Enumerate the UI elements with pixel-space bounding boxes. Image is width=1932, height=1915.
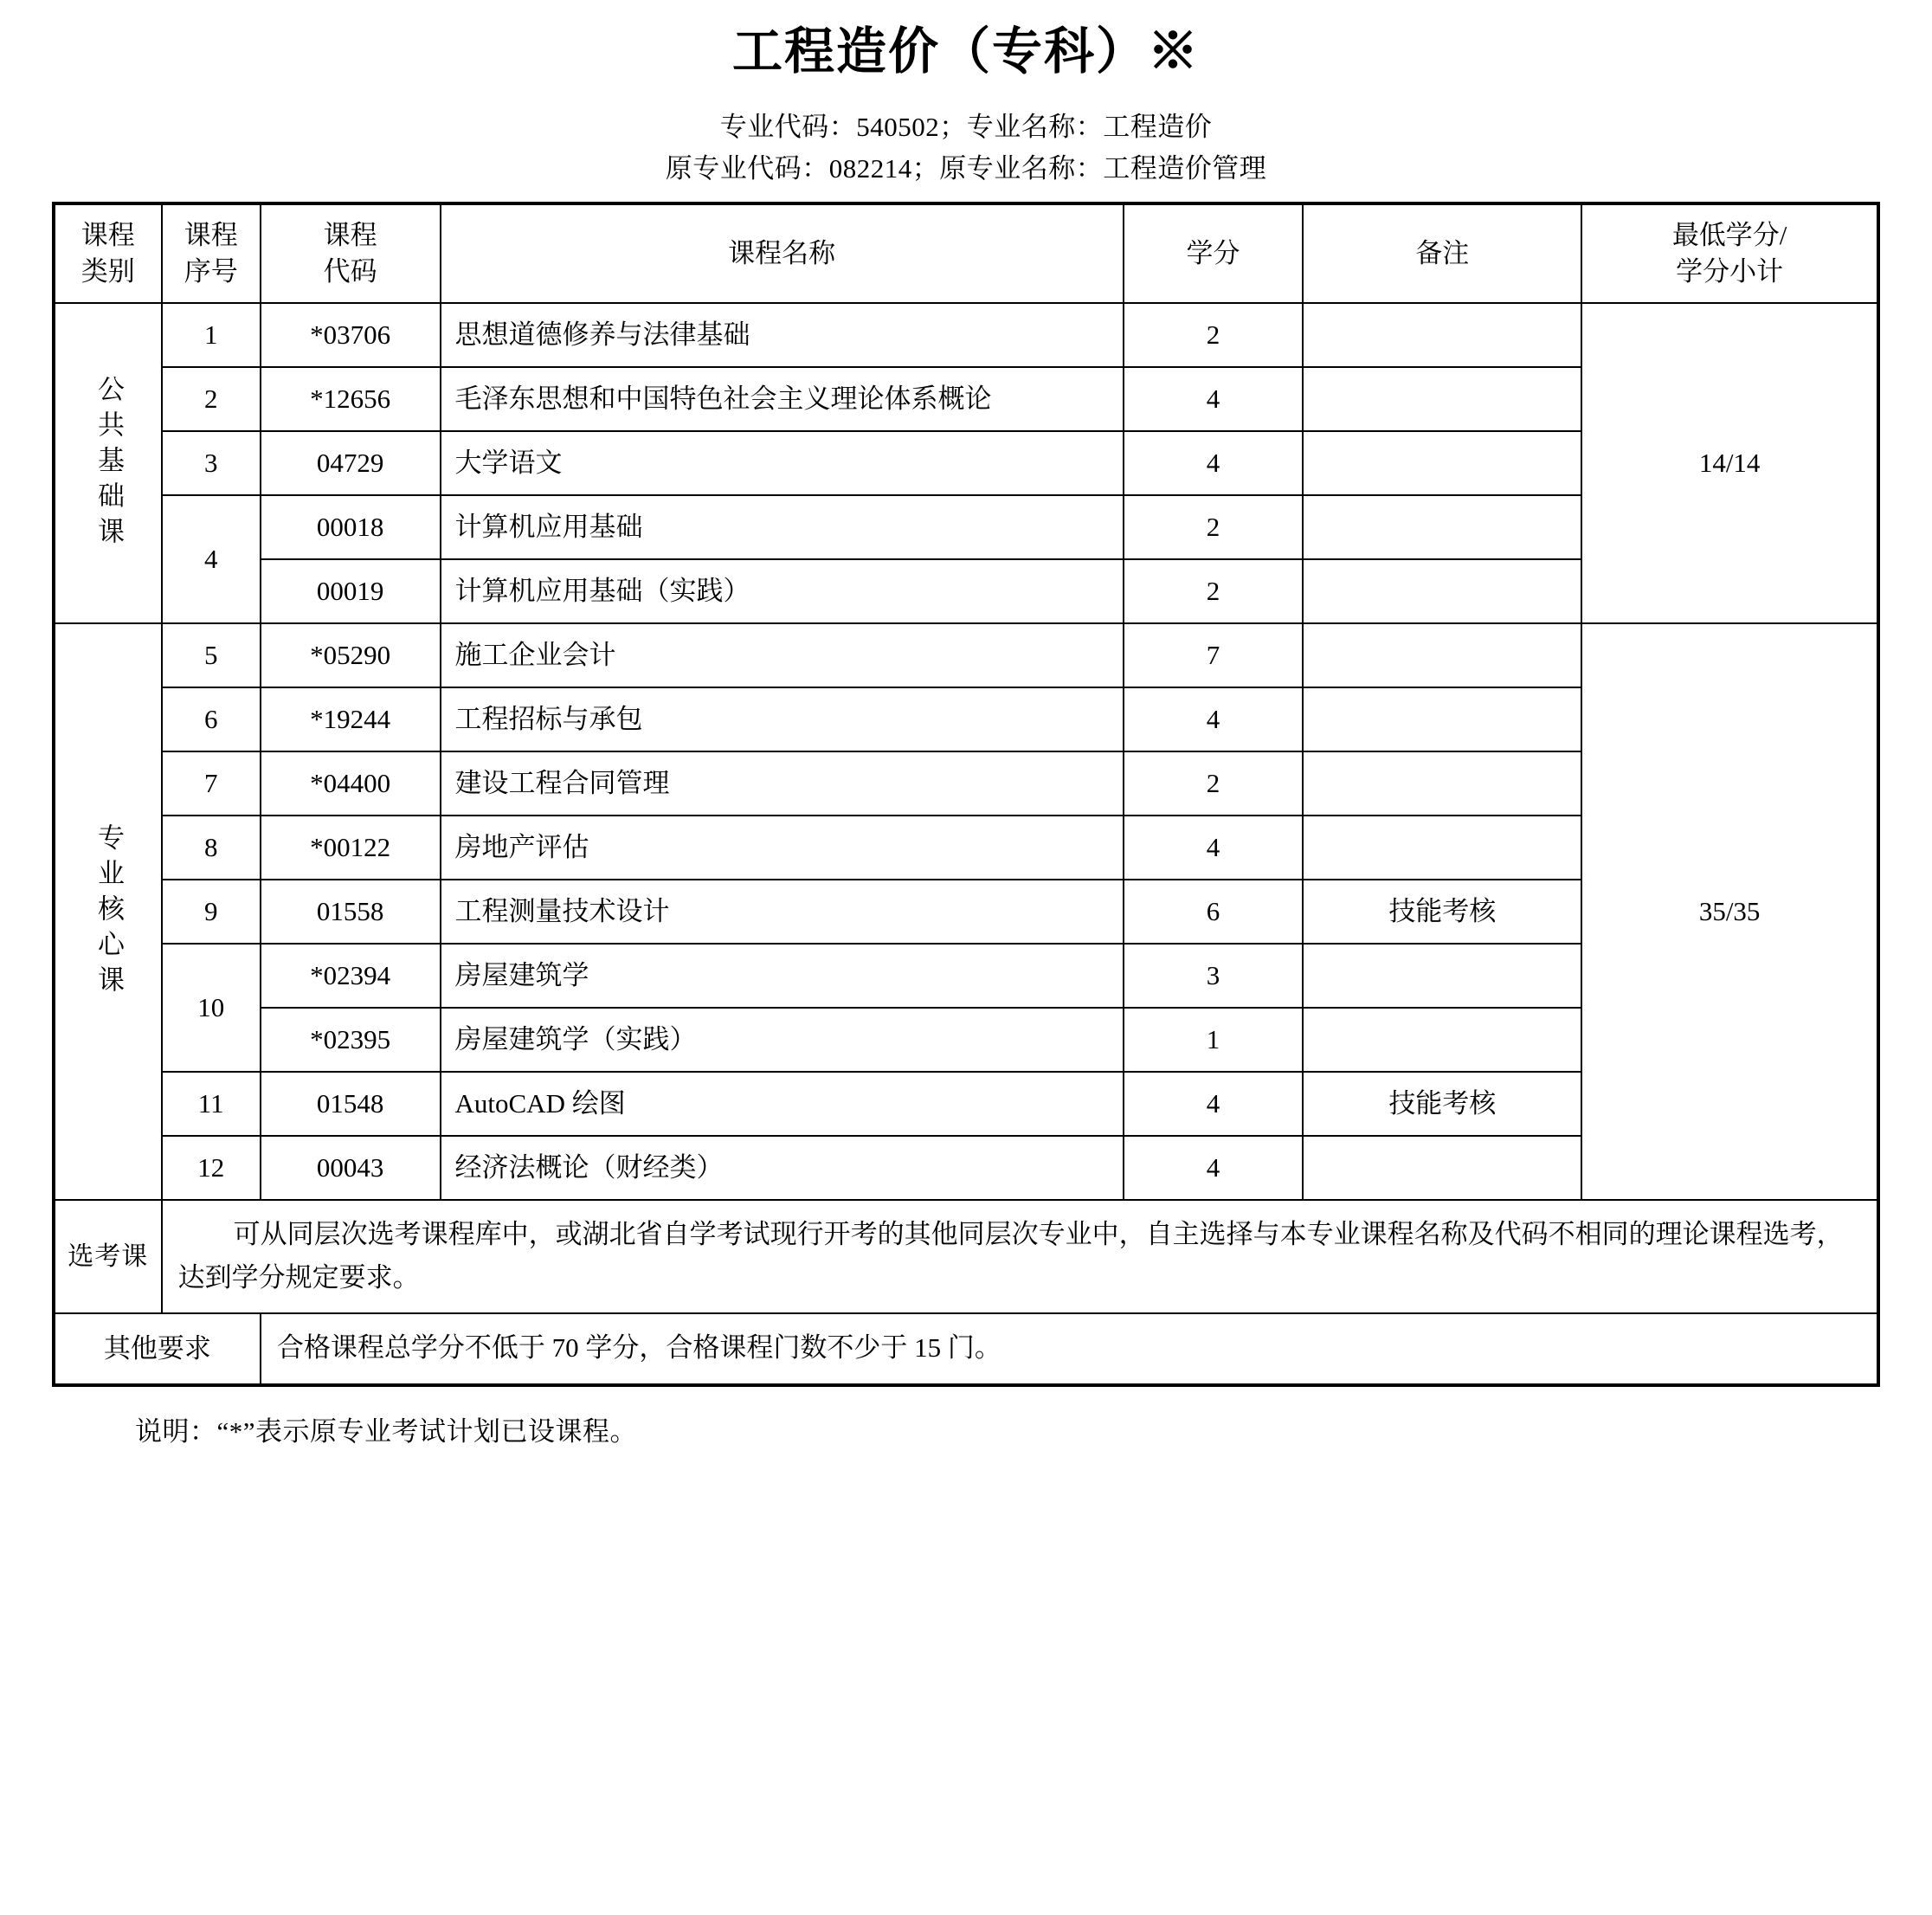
course-name-cell: [441, 303, 1124, 367]
course-code-cell: [261, 944, 441, 1008]
course-credit: 4: [1206, 384, 1220, 415]
course-index-cell: [162, 431, 261, 495]
course-credit-cell: [1124, 303, 1304, 367]
course-remark-cell: [1303, 367, 1581, 431]
course-credit: 2: [1206, 576, 1220, 607]
course-remark-cell: [1303, 880, 1581, 944]
course-code: 01558: [316, 896, 384, 927]
course-name-cell: [441, 431, 1124, 495]
course-name-cell: [441, 367, 1124, 431]
course-credit-cell: [1124, 751, 1304, 816]
course-code: *04400: [310, 768, 391, 799]
header-category-line2: 类别: [80, 256, 135, 287]
header-credit-text: 学分: [1186, 238, 1240, 269]
course-index: 12: [197, 1152, 225, 1183]
course-credit-cell: [1124, 623, 1304, 687]
course-remark: [1304, 390, 1581, 408]
course-name: 思想道德修养与法律基础: [454, 319, 750, 351]
course-index: 2: [203, 384, 218, 415]
course-index-cell: [162, 944, 261, 1072]
course-index: 3: [203, 448, 218, 479]
course-index: 4: [203, 544, 218, 575]
header-remark-text: 备注: [1415, 238, 1470, 269]
group-category-label: 专业核心课: [93, 822, 124, 1001]
course-credit-cell: [1124, 880, 1304, 944]
course-credit-cell: [1124, 495, 1304, 559]
course-name: AutoCAD 绘图: [454, 1088, 626, 1119]
course-name: 大学语文: [454, 448, 563, 479]
course-credit-cell: [1124, 816, 1304, 880]
elective-label-cell: [54, 1200, 162, 1313]
course-name: 工程测量技术设计: [454, 896, 670, 927]
elective-text: 可从同层次选考课程库中，或湖北省自学考试现行开考的其他同层次专业中，自主选择与本专业课程名称及代码不相同的理论课程选考，达到学分规定要求。: [177, 1219, 1844, 1293]
course-name-cell: [441, 816, 1124, 880]
course-code: *19244: [310, 704, 391, 735]
course-remark-cell: [1303, 816, 1581, 880]
course-name: 房屋建筑学: [454, 960, 589, 991]
course-credit: 1: [1206, 1024, 1220, 1055]
course-code-cell: [261, 623, 441, 687]
header-index-line1: 课程: [184, 220, 238, 251]
course-code-cell: [261, 1008, 441, 1072]
course-index: 1: [203, 319, 218, 351]
course-remark-cell: [1303, 623, 1581, 687]
course-index-cell: [162, 687, 261, 751]
course-remark: [1304, 647, 1581, 664]
course-credit: 3: [1206, 960, 1220, 991]
header-index: [162, 203, 261, 303]
course-index: 6: [203, 704, 218, 735]
course-remark-cell: [1303, 751, 1581, 816]
course-credit: 2: [1206, 512, 1220, 543]
course-code: 00019: [316, 576, 384, 607]
course-name-cell: [441, 495, 1124, 559]
course-remark: [1304, 455, 1581, 472]
course-credit-cell: [1124, 944, 1304, 1008]
header-category-line1: 课程: [80, 220, 135, 251]
course-index: 11: [197, 1088, 224, 1119]
header-remark: [1303, 203, 1581, 303]
course-remark-cell: [1303, 559, 1581, 623]
other-label-cell: [54, 1313, 261, 1385]
course-name: 计算机应用基础: [454, 512, 643, 543]
course-remark: [1304, 711, 1581, 728]
course-code: *02394: [310, 960, 391, 991]
course-name-cell: [441, 623, 1124, 687]
header-index-line2: 序号: [184, 256, 238, 287]
course-credit: 7: [1206, 640, 1220, 671]
course-credit: 4: [1206, 1152, 1220, 1183]
course-remark: [1304, 583, 1581, 600]
footnote: 说明：“*”表示原专业考试计划已设课程。: [135, 1415, 638, 1447]
course-index: 10: [197, 992, 225, 1023]
course-remark: 技能考核: [1388, 896, 1497, 927]
header-code-line1: 课程: [323, 220, 377, 251]
header-credit: [1124, 203, 1304, 303]
header-code: [261, 203, 441, 303]
course-credit: 4: [1206, 1088, 1220, 1119]
header-category: [54, 203, 162, 303]
course-credit: 2: [1206, 768, 1220, 799]
course-name: 施工企业会计: [454, 640, 616, 671]
course-code: *00122: [310, 832, 391, 863]
course-index-cell: [162, 880, 261, 944]
course-name: 经济法概论（财经类）: [454, 1152, 724, 1183]
course-name: 建设工程合同管理: [454, 768, 670, 799]
course-code-cell: [261, 816, 441, 880]
table-row: [54, 303, 1878, 367]
course-index-cell: [162, 816, 261, 880]
course-name-cell: [441, 1136, 1124, 1200]
course-index: 9: [203, 896, 218, 927]
header-subtotal: [1581, 203, 1878, 303]
table-header-row: [54, 203, 1878, 303]
header-course-name-text: 课程名称: [728, 238, 836, 269]
elective-text-cell: [162, 1200, 1878, 1313]
header-code-line2: 代码: [323, 256, 377, 287]
course-index-cell: [162, 495, 261, 623]
elective-label: 选考课: [68, 1241, 149, 1271]
course-plan-table: [52, 202, 1880, 1386]
course-remark: [1304, 1159, 1581, 1177]
course-code-cell: [261, 303, 441, 367]
course-code-cell: [261, 1136, 441, 1200]
course-name-cell: [441, 880, 1124, 944]
course-credit-cell: [1124, 1072, 1304, 1136]
course-credit-cell: [1124, 559, 1304, 623]
table-row: [54, 623, 1878, 687]
group-category-cell: [54, 623, 162, 1200]
other-text: 合格课程总学分不低于 70 学分，合格课程门数不少于 15 门。: [276, 1332, 1001, 1364]
course-code: *03706: [310, 319, 391, 351]
course-remark: [1304, 1031, 1581, 1048]
other-label: 其他要求: [103, 1333, 211, 1364]
table-row-elective: [54, 1200, 1878, 1313]
course-index: 7: [203, 768, 218, 799]
group-category-cell: [54, 303, 162, 623]
course-index-cell: [162, 1136, 261, 1200]
other-text-cell: [261, 1313, 1878, 1385]
course-remark-cell: [1303, 431, 1581, 495]
course-remark: [1304, 519, 1581, 536]
course-credit: 4: [1206, 448, 1220, 479]
course-name: 计算机应用基础（实践）: [454, 576, 750, 607]
course-name: 工程招标与承包: [454, 704, 643, 735]
course-name: 房地产评估: [454, 832, 589, 863]
subtitle-original-major-code: 原专业代码：082214；原专业名称：工程造价管理: [665, 153, 1267, 184]
group-subtotal-cell: [1581, 303, 1878, 623]
course-remark-cell: [1303, 1136, 1581, 1200]
course-index-cell: [162, 623, 261, 687]
course-name: 房屋建筑学（实践）: [454, 1024, 697, 1055]
course-name-cell: [441, 1008, 1124, 1072]
course-remark: 技能考核: [1388, 1088, 1497, 1119]
course-code: *12656: [310, 384, 391, 415]
course-remark: [1304, 326, 1581, 344]
header-subtotal-line2: 学分小计: [1676, 256, 1784, 287]
course-code-cell: [261, 367, 441, 431]
course-credit-cell: [1124, 431, 1304, 495]
course-credit-cell: [1124, 367, 1304, 431]
course-name-cell: [441, 1072, 1124, 1136]
course-code: 00043: [316, 1152, 384, 1183]
course-code-cell: [261, 1072, 441, 1136]
course-remark-cell: [1303, 944, 1581, 1008]
group-category-label: 公共基础课: [93, 374, 124, 552]
course-code-cell: [261, 751, 441, 816]
course-code-cell: [261, 431, 441, 495]
course-name-cell: [441, 559, 1124, 623]
course-code-cell: [261, 495, 441, 559]
course-remark-cell: [1303, 495, 1581, 559]
course-credit-cell: [1124, 1008, 1304, 1072]
course-code: 01548: [316, 1088, 384, 1119]
course-code: 00018: [316, 512, 384, 543]
course-remark-cell: [1303, 1072, 1581, 1136]
course-remark: [1304, 967, 1581, 984]
group-subtotal-cell: [1581, 623, 1878, 1200]
header-subtotal-line1: 最低学分/: [1671, 220, 1787, 251]
table-row-other: [54, 1313, 1878, 1385]
course-remark-cell: [1303, 687, 1581, 751]
course-code-cell: [261, 559, 441, 623]
subtitle-major-code: 专业代码：540502；专业名称：工程造价: [719, 112, 1213, 143]
course-remark-cell: [1303, 303, 1581, 367]
course-index-cell: [162, 303, 261, 367]
course-index: 5: [203, 640, 218, 671]
course-index: 8: [203, 832, 218, 863]
course-index-cell: [162, 751, 261, 816]
course-code: *02395: [310, 1024, 391, 1055]
course-credit: 6: [1206, 896, 1220, 927]
course-code: *05290: [310, 640, 391, 671]
course-name-cell: [441, 751, 1124, 816]
course-credit-cell: [1124, 1136, 1304, 1200]
course-code: 04729: [316, 448, 384, 479]
course-remark-cell: [1303, 1008, 1581, 1072]
course-remark: [1304, 775, 1581, 792]
course-remark: [1304, 839, 1581, 856]
course-code-cell: [261, 687, 441, 751]
header-course-name: [441, 203, 1124, 303]
group-subtotal: 14/14: [1698, 448, 1761, 479]
course-index-cell: [162, 367, 261, 431]
course-index-cell: [162, 1072, 261, 1136]
course-credit: 2: [1206, 319, 1220, 351]
group-subtotal: 35/35: [1698, 896, 1761, 927]
page-title: 工程造价（专科）※: [731, 23, 1200, 80]
course-code-cell: [261, 880, 441, 944]
course-credit: 4: [1206, 832, 1220, 863]
course-name: 毛泽东思想和中国特色社会主义理论体系概论: [454, 384, 992, 415]
course-name-cell: [441, 687, 1124, 751]
course-credit-cell: [1124, 687, 1304, 751]
course-credit: 4: [1206, 704, 1220, 735]
course-name-cell: [441, 944, 1124, 1008]
